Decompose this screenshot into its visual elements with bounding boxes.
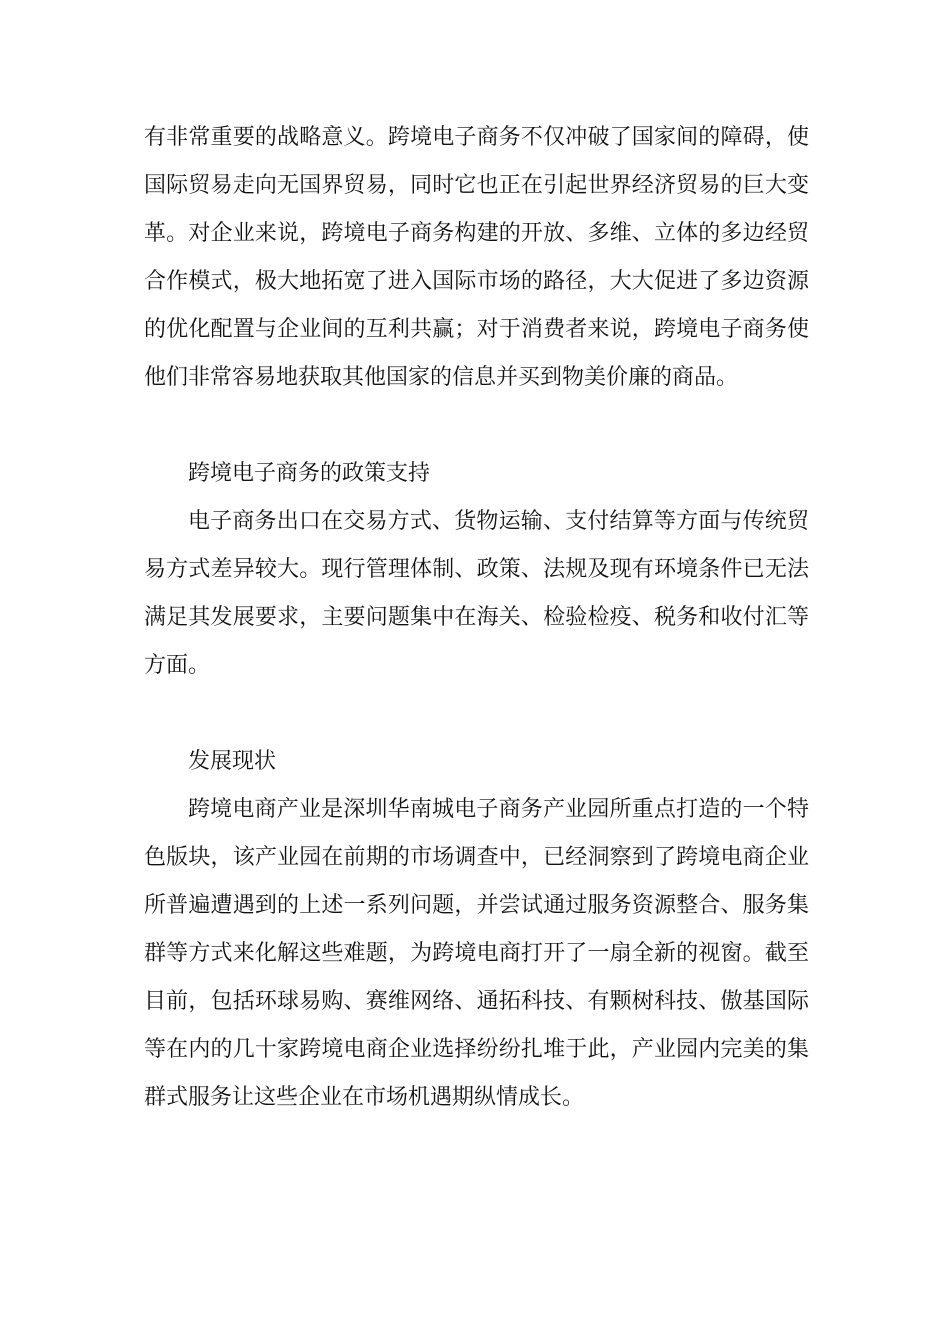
document-body <box>144 114 809 1122</box>
section-heading-development-status: 发展现状 <box>188 749 277 774</box>
section-spacer <box>144 690 809 738</box>
section-heading-policy-support: 跨境电子商务的政策支持 <box>188 461 431 486</box>
section-spacer <box>144 402 809 450</box>
paragraph-intro-continuation: 有非常重要的战略意义。跨境电子商务不仅冲破了国家间的障碍，使国际贸易走向无国界贸易，同时它也正在引起世界经济贸易的巨大变革。对企业来说，跨境电子商务构建的开放、多维、立体的多边经贸合作模式，极大地拓宽了进入国际市场的路径，大大促进了多边资源的优化配置与企业间的互利共赢；对于消费者来说，跨境电子商务使他们非常容易地获取其他国家的信息并买到物美价廉的商品。 <box>144 125 809 390</box>
paragraph-development-status: 跨境电商产业是深圳华南城电子商务产业园所重点打造的一个特色版块，该产业园在前期的市场调查中，已经洞察到了跨境电商企业所普遍遭遇到的上述一系列问题，并尝试通过服务资源整合、服务集群等方式来化解这些难题，为跨境电商打开了一扇全新的视窗。截至目前，包括环球易购、赛维网络、通拓科技、有颗树科技、傲基国际等在内的几十家跨境电商企业选择纷纷扎堆于此，产业园内完美的集群式服务让这些企业在市场机遇期纵情成长。 <box>144 797 809 1110</box>
paragraph-policy-support: 电子商务出口在交易方式、货物运输、支付结算等方面与传统贸易方式差异较大。现行管理体制、政策、法规及现有环境条件已无法满足其发展要求，主要问题集中在海关、检验检疫、税务和收付汇等方面。 <box>144 509 809 678</box>
